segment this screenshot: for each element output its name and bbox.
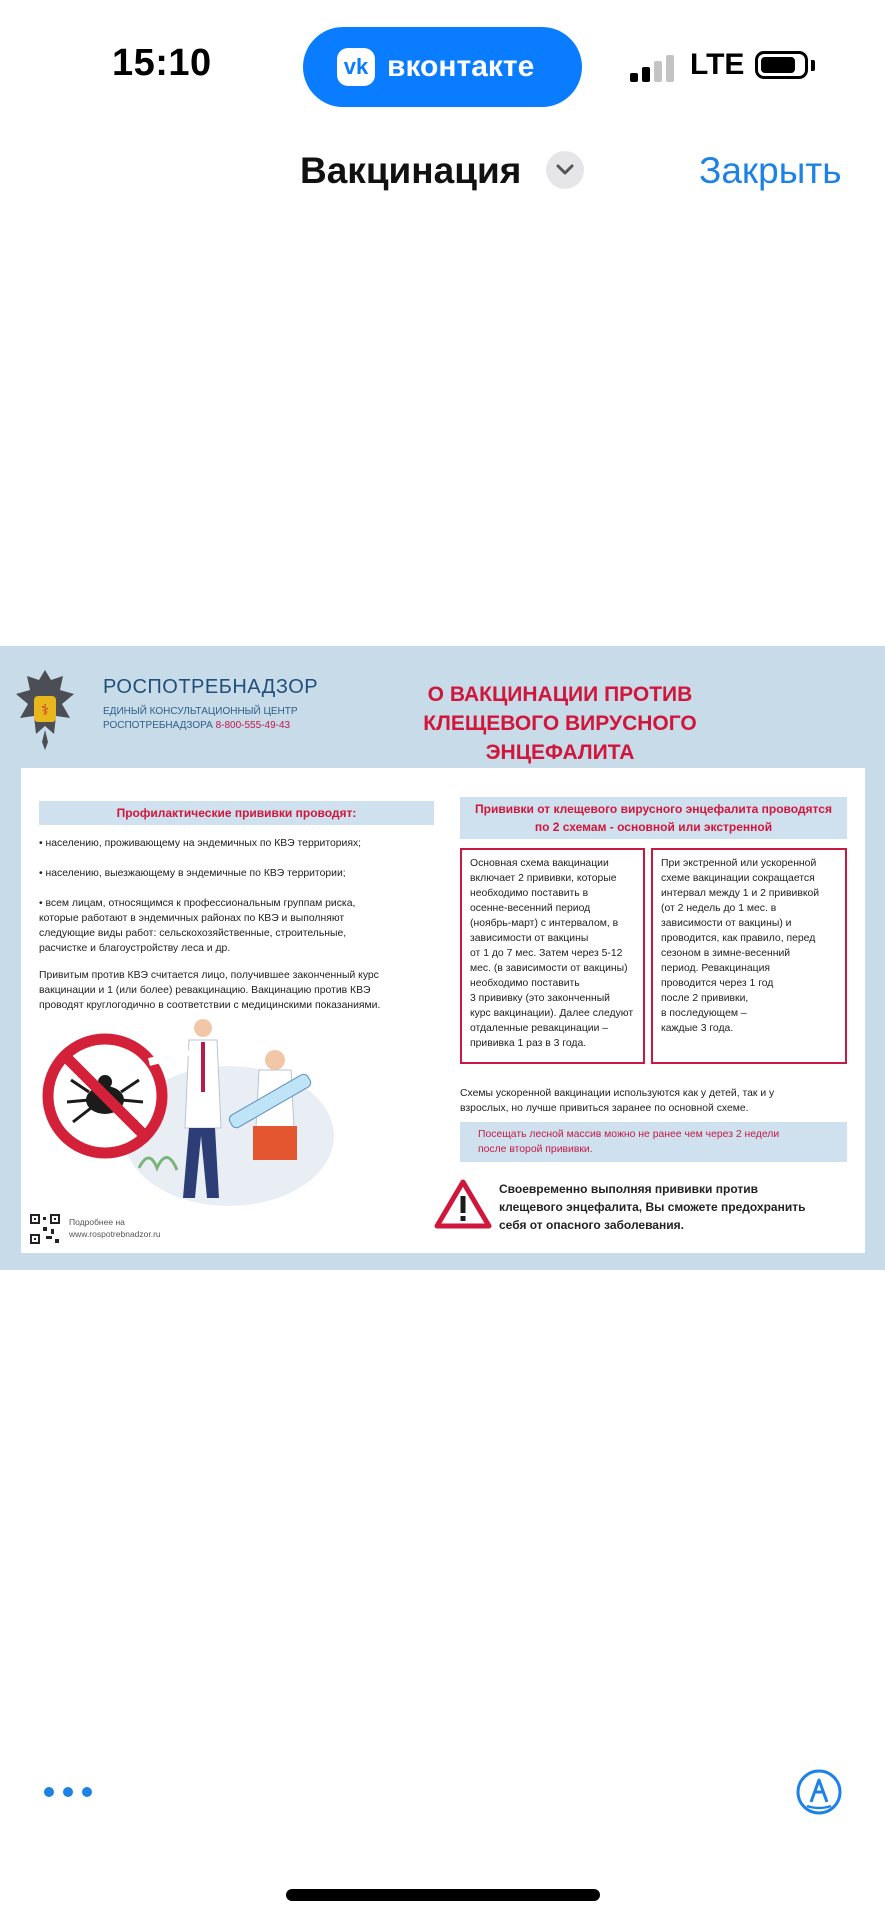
viewer-header [0, 130, 885, 210]
warning-line: себя от опасного заболевания. [499, 1218, 684, 1232]
scheme-line: курс вакцинации). Далее следуют [470, 1008, 634, 1019]
scheme-line: от 1 до 7 мес. Затем через 5-12 [470, 948, 623, 959]
battery-icon [755, 51, 808, 79]
return-to-app-pill[interactable] [303, 27, 582, 107]
more-info [69, 1216, 161, 1240]
status-bar [0, 0, 885, 130]
bullet-2: • населению, выезжающему в эндемичные по КВЭ территории; [39, 868, 346, 879]
scheme-line: после 2 прививки, [661, 993, 749, 1004]
vaccinated-line: вакцинации и 1 (или более) ревакцинацию. Вакцинацию против КВЭ [39, 985, 371, 996]
right-heading-line-1: Прививки от клещевого вирусного энцефалита проводятся [475, 802, 832, 816]
signal-strength-icon [630, 52, 674, 82]
bullet-3-line: которые работают в эндемичных районах по КВЭ и выполняют [39, 913, 345, 924]
left-heading: Профилактические прививки проводят: [39, 801, 434, 825]
emergency-scheme-box [651, 848, 847, 1064]
accelerated-scheme-note [460, 1086, 850, 1116]
scheme-line: зависимости от вакцины) и [661, 918, 792, 929]
vaccinated-definition [39, 968, 380, 1013]
vaccinated-line: Привитым против КВЭ считается лицо, получившее законченный курс [39, 970, 379, 981]
scheme-line: необходимо поставить в [470, 888, 589, 899]
scheme-line: проводится через 1 год [661, 978, 774, 989]
bullet-3-line: расчистке и благоустройству леса и др. [39, 943, 231, 954]
scheme-line: проводится, как правило, перед [661, 933, 816, 944]
scheme-line: отдаленные ревакцинации – [470, 1023, 609, 1034]
return-to-app-label: вконтакте [387, 50, 535, 83]
scheme-line: сезоном в зимне-весенний [661, 948, 791, 959]
scheme-line: (ноябрь-март) с интервалом, в [470, 918, 619, 929]
scheme-line: Основная схема вакцинации [470, 858, 609, 869]
warning-line: клещевого энцефалита, Вы сможете предохранить [499, 1200, 806, 1214]
svg-text:⚕: ⚕ [40, 701, 50, 719]
document-title[interactable]: Вакцинация [300, 150, 522, 191]
status-time: 15:10 [112, 42, 212, 84]
scheme-line: мес. (в зависимости от вакцины) [470, 963, 628, 974]
brand-phone: 8-800-555-49-43 [215, 720, 291, 731]
forest-visit-note [460, 1122, 847, 1162]
accelerated-line: взрослых, но лучше привиться заранее по основной схеме. [460, 1103, 749, 1114]
brand-name: РОСПОТРЕБНАДЗОР [103, 676, 319, 698]
main-scheme-box [460, 848, 645, 1064]
scheme-line: необходимо поставить [470, 978, 580, 989]
more-info-url[interactable]: www.rospotrebnadzor.ru [69, 1229, 161, 1239]
forest-line: после второй прививки. [478, 1144, 593, 1155]
warning-line: Своевременно выполняя прививки против [499, 1182, 758, 1196]
coat-of-arms-emblem [14, 664, 76, 754]
network-type: LTE [690, 48, 745, 81]
bullet-3 [39, 896, 355, 956]
brand-subtitle-2 [103, 720, 290, 731]
markup-pen-icon[interactable] [795, 1768, 843, 1816]
brand-subtitle-1: ЕДИНЫЙ КОНСУЛЬТАЦИОННЫЙ ЦЕНТР [103, 706, 298, 717]
close-button[interactable]: Закрыть [699, 150, 842, 191]
vk-logo-icon: vk [337, 48, 375, 86]
scheme-line: схеме вакцинации сокращается [661, 873, 815, 884]
ellipsis-icon[interactable] [44, 1780, 92, 1804]
poster-title-line-1: О ВАКЦИНАЦИИ ПРОТИВ [427, 683, 693, 706]
vaccinated-line: проводят круглогодично в соответствии с медицинскими показаниями. [39, 1000, 381, 1011]
warning-message [499, 1180, 839, 1234]
brand-subtitle-2-text: РОСПОТРЕБНАДЗОРА [103, 720, 213, 731]
right-heading-line-2: по 2 схемам - основной или экстренной [534, 820, 773, 834]
poster-title-line-2: КЛЕЩЕВОГО ВИРУСНОГО ЭНЦЕФАЛИТА [423, 712, 697, 764]
poster-content-panel [21, 768, 865, 1253]
bullet-3-line: • всем лицам, относящимся к профессиональным группам риска, [39, 898, 356, 909]
bullet-1: • населению, проживающему на эндемичных по КВЭ территориях; [39, 838, 362, 849]
scheme-line: При экстренной или ускоренной [661, 858, 817, 869]
scheme-line: период. Ревакцинация [661, 963, 771, 974]
battery-tip [811, 60, 815, 71]
warning-icon [434, 1179, 492, 1229]
doctors-illustration [39, 1018, 349, 1208]
qr-code[interactable] [29, 1213, 61, 1245]
scheme-line: 3 прививку (это законченный [470, 993, 610, 1004]
scheme-line: включает 2 прививки, которые [470, 873, 617, 884]
poster-image[interactable] [0, 646, 885, 1270]
scheme-line: интервал между 1 и 2 прививкой [661, 888, 820, 899]
scheme-line: осенне-весенний период [470, 903, 591, 914]
poster-title [360, 680, 760, 767]
accelerated-line: Схемы ускоренной вакцинации используются как у детей, так и у [460, 1088, 775, 1099]
right-heading [460, 797, 847, 839]
scheme-line: в последующем – [661, 1008, 747, 1019]
bullet-3-line: следующие виды работ: сельскохозяйственные, строительные, [39, 928, 347, 939]
more-info-label: Подробнее на [69, 1217, 125, 1227]
scheme-line: (от 2 недель до 1 мес. в [661, 903, 777, 914]
chevron-down-icon[interactable] [546, 151, 584, 189]
home-indicator[interactable] [286, 1889, 600, 1901]
scheme-line: прививка 1 раз в 3 года. [470, 1038, 587, 1049]
scheme-line: зависимости от вакцины [470, 933, 589, 944]
scheme-line: каждые 3 года. [661, 1023, 734, 1034]
forest-line: Посещать лесной массив можно не ранее чем через 2 недели [478, 1129, 780, 1140]
